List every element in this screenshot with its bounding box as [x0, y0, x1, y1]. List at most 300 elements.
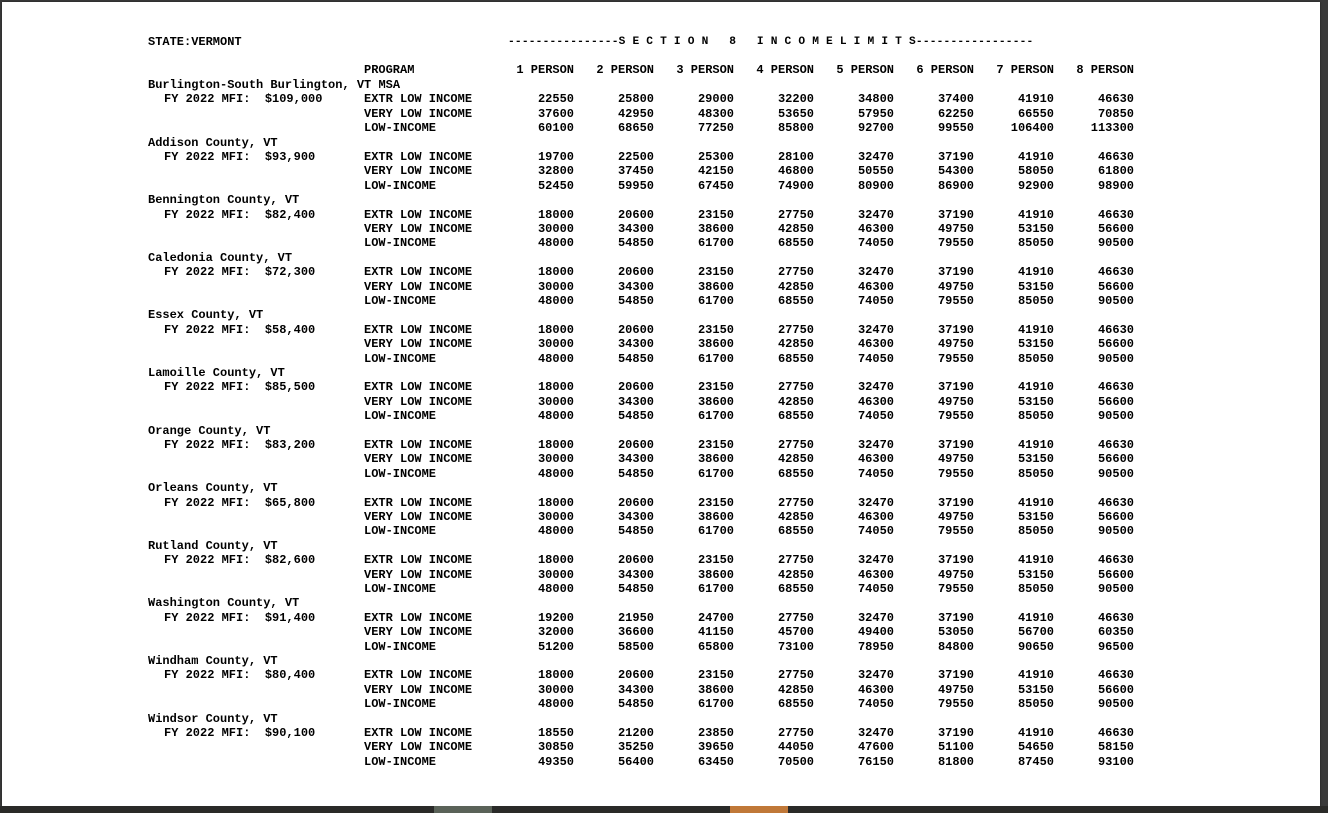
- income-limit-cell: 42850: [777, 452, 814, 467]
- income-limit-cell: 46300: [857, 222, 894, 236]
- income-limit-cell: 20600: [617, 438, 654, 452]
- income-limit-cell: 25800: [617, 92, 654, 107]
- income-limit-cell: 61700: [697, 409, 734, 424]
- program-label: VERY LOW INCOME: [364, 337, 473, 352]
- income-limit-cell: 37190: [937, 553, 974, 568]
- income-limit-cell: 41910: [1017, 150, 1054, 164]
- income-limit-cell: 49750: [937, 222, 974, 236]
- income-limit-cell: 34300: [617, 222, 654, 236]
- income-limit-cell: 68550: [777, 697, 814, 712]
- income-limit-cell: 61700: [697, 236, 734, 251]
- income-limit-cell: 41910: [1017, 668, 1054, 683]
- income-limit-cell: 23150: [697, 265, 734, 280]
- income-limit-cell: 23150: [697, 322, 734, 337]
- program-label: VERY LOW INCOME: [364, 164, 473, 179]
- income-limit-cell: 20600: [617, 207, 654, 222]
- income-limit-cell: 85800: [777, 121, 814, 136]
- income-limit-cell: 54850: [617, 524, 654, 539]
- person-column-header: 7 PERSON: [996, 63, 1054, 77]
- income-limit-cell: 32470: [857, 380, 894, 395]
- income-limit-cell: 60350: [1097, 625, 1134, 640]
- program-label: VERY LOW INCOME: [364, 682, 473, 697]
- income-limit-cell: 34300: [617, 682, 654, 697]
- income-limit-cell: 29000: [697, 92, 734, 107]
- income-limit-cell: 34300: [617, 337, 654, 352]
- income-limit-cell: 34300: [617, 452, 654, 467]
- program-label: LOW-INCOME: [364, 697, 437, 712]
- income-limit-cell: 32470: [857, 438, 894, 452]
- income-limit-cell: 45700: [777, 625, 814, 640]
- income-limit-cell: 18000: [537, 322, 574, 337]
- program-label: EXTR LOW INCOME: [364, 322, 473, 337]
- area-mfi: FY 2022 MFI: $93,900: [164, 150, 316, 164]
- income-limit-cell: 85050: [1017, 294, 1054, 308]
- income-limit-cell: 32470: [857, 322, 894, 337]
- income-limit-cell: 51100: [937, 740, 974, 755]
- income-limit-cell: 18550: [537, 726, 574, 740]
- program-column-header: PROGRAM: [364, 63, 415, 77]
- income-limit-cell: 18000: [537, 380, 574, 395]
- income-limit-cell: 85050: [1017, 351, 1054, 366]
- income-limit-cell: 93100: [1097, 754, 1134, 769]
- income-limit-cell: 53150: [1017, 337, 1054, 352]
- income-limit-cell: 19700: [537, 150, 574, 164]
- income-limit-cell: 38600: [697, 510, 734, 524]
- income-limit-cell: 90500: [1097, 351, 1134, 366]
- income-limit-cell: 41910: [1017, 322, 1054, 337]
- person-column-header: 8 PERSON: [1076, 63, 1134, 77]
- income-limit-cell: 30000: [537, 222, 574, 236]
- income-limit-cell: 54850: [617, 466, 654, 481]
- income-limit-cell: 23150: [697, 380, 734, 395]
- income-limit-cell: 74050: [857, 351, 894, 366]
- income-limit-cell: 49350: [537, 754, 574, 769]
- program-label: VERY LOW INCOME: [364, 279, 473, 294]
- income-limit-cell: 39650: [697, 740, 734, 755]
- person-column-header: 1 PERSON: [516, 63, 574, 77]
- income-limit-cell: 90500: [1097, 524, 1134, 539]
- income-limit-cell: 49750: [937, 510, 974, 524]
- income-limit-cell: 41910: [1017, 207, 1054, 222]
- income-limit-cell: 51200: [537, 639, 574, 654]
- income-limit-cell: 90500: [1097, 582, 1134, 596]
- income-limit-cell: 30000: [537, 510, 574, 524]
- income-limit-cell: 23150: [697, 668, 734, 683]
- income-limit-cell: 67450: [697, 178, 734, 193]
- income-limit-cell: 74050: [857, 466, 894, 481]
- income-limit-cell: 38600: [697, 567, 734, 582]
- program-label: EXTR LOW INCOME: [364, 610, 473, 625]
- income-limit-cell: 56700: [1017, 625, 1054, 640]
- income-limit-cell: 38600: [697, 394, 734, 409]
- income-limit-cell: 49750: [937, 394, 974, 409]
- person-column-header: 2 PERSON: [596, 63, 654, 77]
- person-column-header: 6 PERSON: [916, 63, 974, 77]
- income-limit-cell: 70500: [777, 754, 814, 769]
- income-limit-cell: 41150: [697, 625, 734, 640]
- income-limit-cell: 56400: [617, 754, 654, 769]
- income-limit-cell: 79550: [937, 466, 974, 481]
- income-limit-cell: 56600: [1097, 452, 1134, 467]
- income-limit-cell: 23150: [697, 207, 734, 222]
- income-limit-cell: 113300: [1090, 121, 1134, 136]
- income-limit-cell: 73100: [777, 639, 814, 654]
- income-limit-cell: 42850: [777, 279, 814, 294]
- income-limit-cell: 78950: [857, 639, 894, 654]
- income-limit-cell: 65800: [697, 639, 734, 654]
- income-limit-cell: 32470: [857, 265, 894, 280]
- income-limit-cell: 46300: [857, 567, 894, 582]
- income-limit-cell: 74900: [777, 178, 814, 193]
- income-limit-cell: 18000: [537, 668, 574, 683]
- income-limit-cell: 41910: [1017, 553, 1054, 568]
- income-limit-cell: 19200: [537, 610, 574, 625]
- area-name: Essex County, VT: [148, 308, 264, 323]
- income-limit-cell: 99550: [937, 121, 974, 136]
- program-label: VERY LOW INCOME: [364, 567, 473, 582]
- area-name: Lamoille County, VT: [148, 366, 285, 380]
- area-name: Bennington County, VT: [148, 193, 300, 208]
- area-mfi: FY 2022 MFI: $82,400: [164, 207, 316, 222]
- income-limit-cell: 20600: [617, 380, 654, 395]
- area-name: Windham County, VT: [148, 654, 278, 668]
- income-limit-cell: 32470: [857, 150, 894, 164]
- income-limit-cell: 27750: [777, 265, 814, 280]
- income-limit-cell: 20600: [617, 495, 654, 510]
- income-limit-cell: 30000: [537, 279, 574, 294]
- income-limit-cell: 37450: [617, 164, 654, 179]
- income-limit-cell: 48000: [537, 236, 574, 251]
- income-limit-cell: 90500: [1097, 236, 1134, 251]
- income-limit-cell: 46630: [1097, 207, 1134, 222]
- program-label: LOW-INCOME: [364, 409, 437, 424]
- income-limit-cell: 68550: [777, 582, 814, 596]
- program-label: LOW-INCOME: [364, 121, 437, 136]
- income-limit-cell: 53650: [777, 106, 814, 121]
- income-limit-cell: 34800: [857, 92, 894, 107]
- program-label: VERY LOW INCOME: [364, 510, 473, 524]
- income-limit-cell: 58150: [1097, 740, 1134, 755]
- area-name: Orange County, VT: [148, 423, 271, 438]
- income-limit-cell: 54850: [617, 294, 654, 308]
- income-limit-cell: 48000: [537, 524, 574, 539]
- income-limit-cell: 46300: [857, 452, 894, 467]
- income-limit-cell: 54850: [617, 351, 654, 366]
- income-limit-cell: 60100: [537, 121, 574, 136]
- income-limit-cell: 38600: [697, 279, 734, 294]
- income-limit-cell: 27750: [777, 322, 814, 337]
- income-limit-cell: 46630: [1097, 438, 1134, 452]
- viewer-bottom-strip: [0, 806, 1328, 813]
- income-limit-cell: 56600: [1097, 222, 1134, 236]
- income-limit-cell: 53150: [1017, 510, 1054, 524]
- program-label: LOW-INCOME: [364, 754, 437, 769]
- income-limit-cell: 53050: [937, 625, 974, 640]
- program-label: EXTR LOW INCOME: [364, 495, 473, 510]
- area-name: Orleans County, VT: [148, 481, 278, 496]
- income-limit-cell: 23150: [697, 438, 734, 452]
- income-limit-cell: 23850: [697, 726, 734, 740]
- income-limit-cell: 61700: [697, 466, 734, 481]
- area-name: Washington County, VT: [148, 596, 300, 611]
- income-limit-cell: 34300: [617, 394, 654, 409]
- income-limit-cell: 18000: [537, 265, 574, 280]
- income-limit-cell: 48000: [537, 466, 574, 481]
- income-limit-cell: 98900: [1097, 178, 1134, 193]
- income-limit-cell: 46630: [1097, 726, 1134, 740]
- income-limit-cell: 27750: [777, 438, 814, 452]
- income-limit-cell: 106400: [1010, 121, 1054, 136]
- income-limit-cell: 42850: [777, 394, 814, 409]
- area-mfi: FY 2022 MFI: $72,300: [164, 265, 316, 280]
- income-limit-cell: 90500: [1097, 697, 1134, 712]
- income-limit-cell: 48300: [697, 106, 734, 121]
- income-limit-cell: 27750: [777, 726, 814, 740]
- income-limit-cell: 74050: [857, 524, 894, 539]
- income-limit-cell: 34300: [617, 510, 654, 524]
- income-limit-cell: 50550: [857, 164, 894, 179]
- program-label: VERY LOW INCOME: [364, 625, 473, 640]
- income-limit-cell: 37190: [937, 150, 974, 164]
- income-limit-cell: 53150: [1017, 279, 1054, 294]
- income-limit-cell: 46300: [857, 510, 894, 524]
- income-limit-cell: 92900: [1017, 178, 1054, 193]
- income-limit-cell: 41910: [1017, 380, 1054, 395]
- program-label: VERY LOW INCOME: [364, 222, 473, 236]
- income-limit-cell: 41910: [1017, 610, 1054, 625]
- income-limit-cell: 85050: [1017, 524, 1054, 539]
- income-limit-cell: 37190: [937, 495, 974, 510]
- program-label: VERY LOW INCOME: [364, 106, 473, 121]
- income-limit-cell: 49750: [937, 452, 974, 467]
- income-limit-cell: 25300: [697, 150, 734, 164]
- income-limit-cell: 20600: [617, 322, 654, 337]
- state-label: STATE:VERMONT: [148, 35, 242, 49]
- area-name: Rutland County, VT: [148, 538, 278, 553]
- income-limit-cell: 48000: [537, 697, 574, 712]
- program-label: EXTR LOW INCOME: [364, 150, 473, 164]
- person-column-header: 4 PERSON: [756, 63, 814, 77]
- income-limit-cell: 34300: [617, 567, 654, 582]
- income-limit-cell: 48000: [537, 409, 574, 424]
- income-limit-cell: 46300: [857, 682, 894, 697]
- area-mfi: FY 2022 MFI: $85,500: [164, 380, 316, 395]
- income-limit-cell: 61700: [697, 294, 734, 308]
- income-limit-cell: 28100: [777, 150, 814, 164]
- income-limit-cell: 20600: [617, 265, 654, 280]
- income-limit-cell: 37190: [937, 726, 974, 740]
- income-limit-cell: 37190: [937, 438, 974, 452]
- income-limit-cell: 56600: [1097, 394, 1134, 409]
- income-limit-cell: 48000: [537, 294, 574, 308]
- income-limit-cell: 46630: [1097, 380, 1134, 395]
- income-limit-cell: 61700: [697, 582, 734, 596]
- income-limit-cell: 54300: [937, 164, 974, 179]
- program-label: LOW-INCOME: [364, 351, 437, 366]
- income-limit-cell: 30000: [537, 682, 574, 697]
- income-limit-cell: 37400: [937, 92, 974, 107]
- income-limit-cell: 49750: [937, 682, 974, 697]
- area-name: Addison County, VT: [148, 135, 278, 150]
- income-limit-cell: 74050: [857, 409, 894, 424]
- income-limit-cell: 70850: [1097, 106, 1134, 121]
- income-limit-cell: 56600: [1097, 567, 1134, 582]
- income-limit-cell: 61700: [697, 351, 734, 366]
- income-limit-cell: 79550: [937, 409, 974, 424]
- income-limit-cell: 46630: [1097, 322, 1134, 337]
- program-label: LOW-INCOME: [364, 524, 437, 539]
- income-limit-cell: 90650: [1017, 639, 1054, 654]
- income-limit-cell: 36600: [617, 625, 654, 640]
- area-mfi: FY 2022 MFI: $109,000: [164, 92, 323, 107]
- income-limit-cell: 79550: [937, 351, 974, 366]
- income-limit-cell: 68550: [777, 466, 814, 481]
- income-limit-cell: 42850: [777, 222, 814, 236]
- income-limit-cell: 49750: [937, 567, 974, 582]
- income-limit-cell: 46300: [857, 279, 894, 294]
- area-mfi: FY 2022 MFI: $90,100: [164, 726, 316, 740]
- income-limit-cell: 79550: [937, 697, 974, 712]
- income-limit-cell: 49750: [937, 337, 974, 352]
- income-limit-cell: 20600: [617, 668, 654, 683]
- income-limit-cell: 52450: [537, 178, 574, 193]
- income-limit-cell: 18000: [537, 495, 574, 510]
- income-limit-cell: 21950: [617, 610, 654, 625]
- income-limit-cell: 56600: [1097, 510, 1134, 524]
- income-limit-cell: 49400: [857, 625, 894, 640]
- program-label: LOW-INCOME: [364, 236, 437, 251]
- income-limit-cell: 63450: [697, 754, 734, 769]
- income-limit-cell: 30000: [537, 567, 574, 582]
- income-limit-cell: 41910: [1017, 495, 1054, 510]
- income-limit-cell: 68650: [617, 121, 654, 136]
- program-label: EXTR LOW INCOME: [364, 726, 473, 740]
- income-limit-cell: 85050: [1017, 236, 1054, 251]
- income-limit-cell: 35250: [617, 740, 654, 755]
- program-label: LOW-INCOME: [364, 294, 437, 308]
- area-name: Windsor County, VT: [148, 711, 278, 726]
- income-limit-cell: 61700: [697, 524, 734, 539]
- income-limit-cell: 61700: [697, 697, 734, 712]
- income-limit-cell: 37600: [537, 106, 574, 121]
- income-limit-cell: 37190: [937, 610, 974, 625]
- area-mfi: FY 2022 MFI: $65,800: [164, 495, 316, 510]
- income-limit-cell: 37190: [937, 668, 974, 683]
- income-limit-cell: 41910: [1017, 726, 1054, 740]
- person-column-header: 5 PERSON: [836, 63, 894, 77]
- program-label: LOW-INCOME: [364, 639, 437, 654]
- program-label: LOW-INCOME: [364, 178, 437, 193]
- income-limit-cell: 74050: [857, 294, 894, 308]
- income-limit-cell: 27750: [777, 668, 814, 683]
- income-limit-cell: 18000: [537, 553, 574, 568]
- income-limit-cell: 46300: [857, 337, 894, 352]
- income-limit-cell: 81800: [937, 754, 974, 769]
- income-limit-cell: 27750: [777, 610, 814, 625]
- program-label: LOW-INCOME: [364, 466, 437, 481]
- income-limit-cell: 46630: [1097, 553, 1134, 568]
- income-limit-cell: 18000: [537, 438, 574, 452]
- income-limit-cell: 66550: [1017, 106, 1054, 121]
- income-limit-cell: 22500: [617, 150, 654, 164]
- income-limit-cell: 58500: [617, 639, 654, 654]
- income-limit-cell: 27750: [777, 495, 814, 510]
- income-limit-cell: 24700: [697, 610, 734, 625]
- income-limit-cell: 58050: [1017, 164, 1054, 179]
- income-limit-cell: 84800: [937, 639, 974, 654]
- income-limit-cell: 18000: [537, 207, 574, 222]
- income-limit-cell: 68550: [777, 236, 814, 251]
- income-limit-cell: 30000: [537, 337, 574, 352]
- income-limit-cell: 46630: [1097, 668, 1134, 683]
- income-limit-cell: 59950: [617, 178, 654, 193]
- income-limit-cell: 32470: [857, 668, 894, 683]
- income-limit-cell: 53150: [1017, 567, 1054, 582]
- program-label: EXTR LOW INCOME: [364, 92, 473, 107]
- area-name: Burlington-South Burlington, VT MSA: [148, 78, 401, 92]
- income-limit-cell: 74050: [857, 582, 894, 596]
- income-limit-cell: 23150: [697, 495, 734, 510]
- income-limit-cell: 56600: [1097, 279, 1134, 294]
- income-limit-cell: 46630: [1097, 150, 1134, 164]
- area-mfi: FY 2022 MFI: $83,200: [164, 438, 316, 452]
- income-limit-cell: 42150: [697, 164, 734, 179]
- income-limit-cell: 90500: [1097, 466, 1134, 481]
- income-limit-cell: 32800: [537, 164, 574, 179]
- person-column-header: 3 PERSON: [676, 63, 734, 77]
- income-limit-cell: 68550: [777, 524, 814, 539]
- income-limit-cell: 85050: [1017, 409, 1054, 424]
- income-limit-cell: 46630: [1097, 495, 1134, 510]
- income-limit-cell: 46630: [1097, 92, 1134, 107]
- income-limit-cell: 32470: [857, 207, 894, 222]
- income-limit-cell: 54850: [617, 582, 654, 596]
- income-limit-cell: 41910: [1017, 265, 1054, 280]
- income-limit-cell: 96500: [1097, 639, 1134, 654]
- income-limit-cell: 38600: [697, 337, 734, 352]
- income-limit-cell: 44050: [777, 740, 814, 755]
- income-limit-cell: 86900: [937, 178, 974, 193]
- strip-segment-gray: [434, 806, 492, 813]
- area-mfi: FY 2022 MFI: $80,400: [164, 668, 316, 683]
- income-limit-cell: 92700: [857, 121, 894, 136]
- area-mfi: FY 2022 MFI: $91,400: [164, 610, 316, 625]
- income-limit-cell: 57950: [857, 106, 894, 121]
- income-limit-cell: 27750: [777, 553, 814, 568]
- income-limit-cell: 37190: [937, 322, 974, 337]
- income-limit-cell: 53150: [1017, 682, 1054, 697]
- income-limit-cell: 32470: [857, 495, 894, 510]
- income-limit-cell: 79550: [937, 524, 974, 539]
- income-limit-cell: 20600: [617, 553, 654, 568]
- program-label: LOW-INCOME: [364, 582, 437, 596]
- income-limit-cell: 42850: [777, 567, 814, 582]
- income-limit-cell: 34300: [617, 279, 654, 294]
- income-limit-cell: 41910: [1017, 438, 1054, 452]
- income-limit-cell: 53150: [1017, 452, 1054, 467]
- income-limit-cell: 38600: [697, 682, 734, 697]
- income-limit-cell: 27750: [777, 380, 814, 395]
- income-limit-cell: 76150: [857, 754, 894, 769]
- income-limit-cell: 48000: [537, 582, 574, 596]
- income-limit-cell: 30850: [537, 740, 574, 755]
- income-limit-cell: 23150: [697, 553, 734, 568]
- income-limit-cell: 54850: [617, 236, 654, 251]
- area-mfi: FY 2022 MFI: $58,400: [164, 322, 316, 337]
- program-label: EXTR LOW INCOME: [364, 380, 473, 395]
- income-limit-cell: 32470: [857, 726, 894, 740]
- income-limit-cell: 85050: [1017, 697, 1054, 712]
